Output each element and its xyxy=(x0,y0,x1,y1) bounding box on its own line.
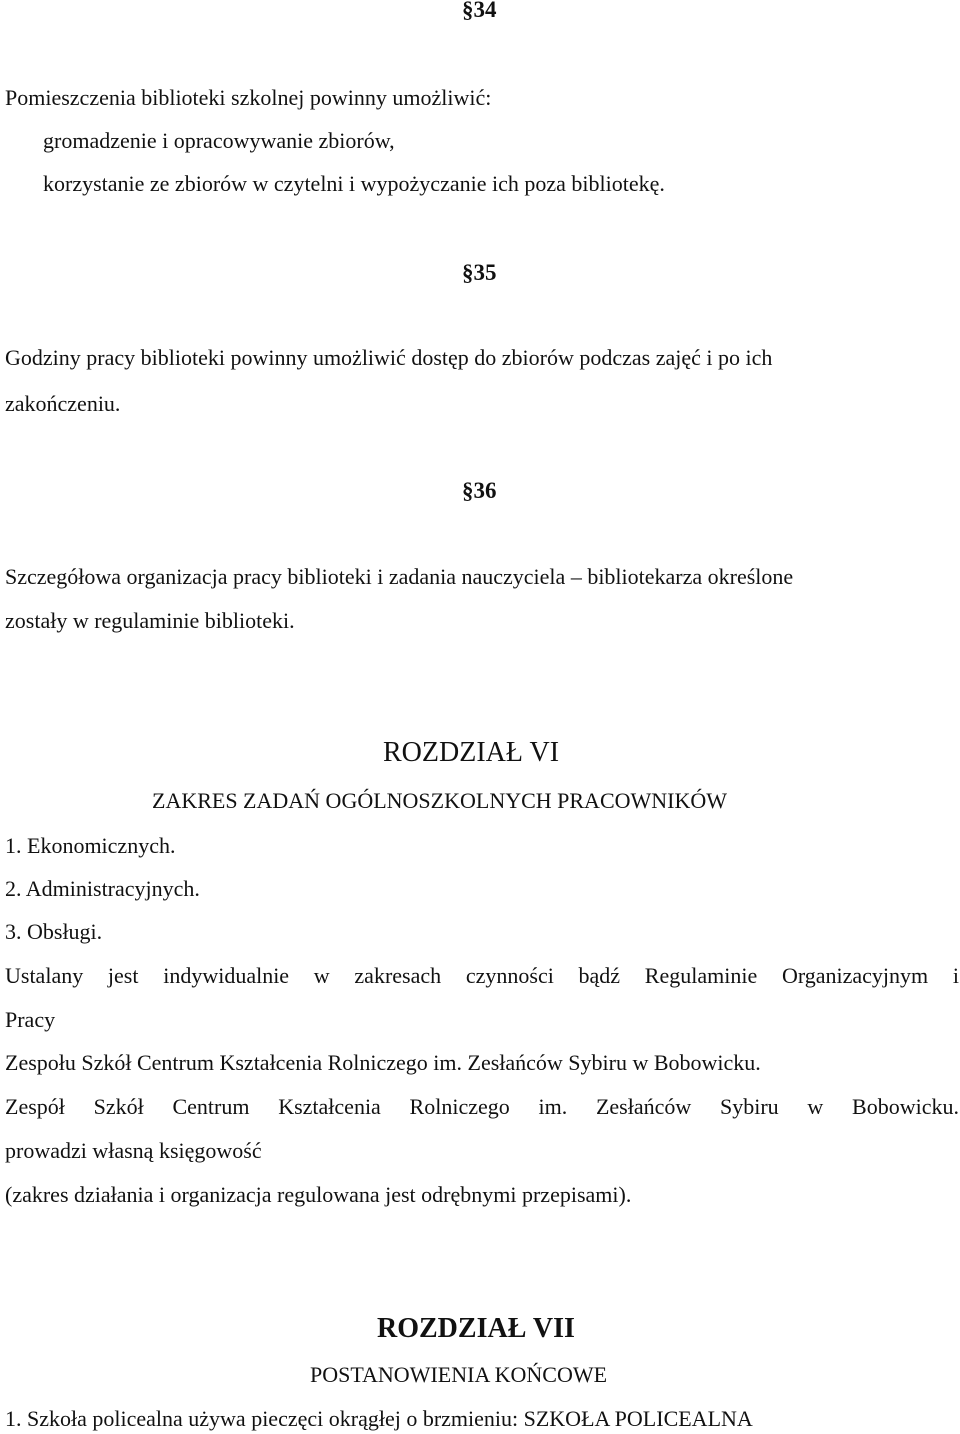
chapter-6-subtitle: ZAKRES ZADAŃ OGÓLNOSZKOLNYCH PRACOWNIKÓW xyxy=(152,788,728,813)
chapter-6-list-item-1: 1. Ekonomicznych. xyxy=(5,833,176,858)
chapter-6-list-item-3: 3. Obsługi. xyxy=(5,919,103,944)
section-36-heading: §36 xyxy=(462,478,497,503)
section-36-line-2: zostały w regulaminie biblioteki. xyxy=(5,608,295,633)
chapter-6-para-line-5: prowadzi własną księgowość xyxy=(5,1138,262,1163)
chapter-6-list-item-2: 2. Administracyjnych. xyxy=(5,876,200,901)
section-35-line-2: zakończeniu. xyxy=(5,391,121,416)
section-36-line-1: Szczegółowa organizacja pracy biblioteki i zadania nauczyciela – bibliotekarza określone xyxy=(5,564,794,589)
chapter-6-title: ROZDZIAŁ VI xyxy=(383,737,560,768)
section-34-item-2: korzystanie ze zbiorów w czytelni i wypożyczanie ich poza bibliotekę. xyxy=(43,171,665,196)
section-35-heading: §35 xyxy=(462,260,497,285)
chapter-6-para-line-1: Ustalany jest indywidualnie w zakresach czynności bądź Regulaminie Organizacyjnym i xyxy=(5,963,959,988)
section-34-intro: Pomieszczenia biblioteki szkolnej powinny umożliwić: xyxy=(5,85,492,110)
chapter-7-subtitle: POSTANOWIENIA KOŃCOWE xyxy=(310,1362,608,1387)
chapter-7-title: ROZDZIAŁ VII xyxy=(377,1313,575,1344)
chapter-6-para-line-4: Zespół Szkół Centrum Kształcenia Rolniczego im. Zesłańców Sybiru w Bobowicku. xyxy=(5,1094,959,1119)
section-35-line-1: Godziny pracy biblioteki powinny umożliwić dostęp do zbiorów podczas zajęć i po ich xyxy=(5,345,773,370)
section-34-item-1: gromadzenie i opracowywanie zbiorów, xyxy=(43,128,395,153)
chapter-6-para-line-6: (zakres działania i organizacja regulowana jest odrębnymi przepisami). xyxy=(5,1182,632,1207)
section-34-heading: §34 xyxy=(462,0,497,22)
chapter-6-para-line-3: Zespołu Szkół Centrum Kształcenia Rolniczego im. Zesłańców Sybiru w Bobowicku. xyxy=(5,1050,761,1075)
chapter-6-para-line-2: Pracy xyxy=(5,1007,56,1032)
chapter-7-item-1: 1. Szkoła policealna używa pieczęci okrągłej o brzmieniu: SZKOŁA POLICEALNA xyxy=(5,1406,753,1431)
